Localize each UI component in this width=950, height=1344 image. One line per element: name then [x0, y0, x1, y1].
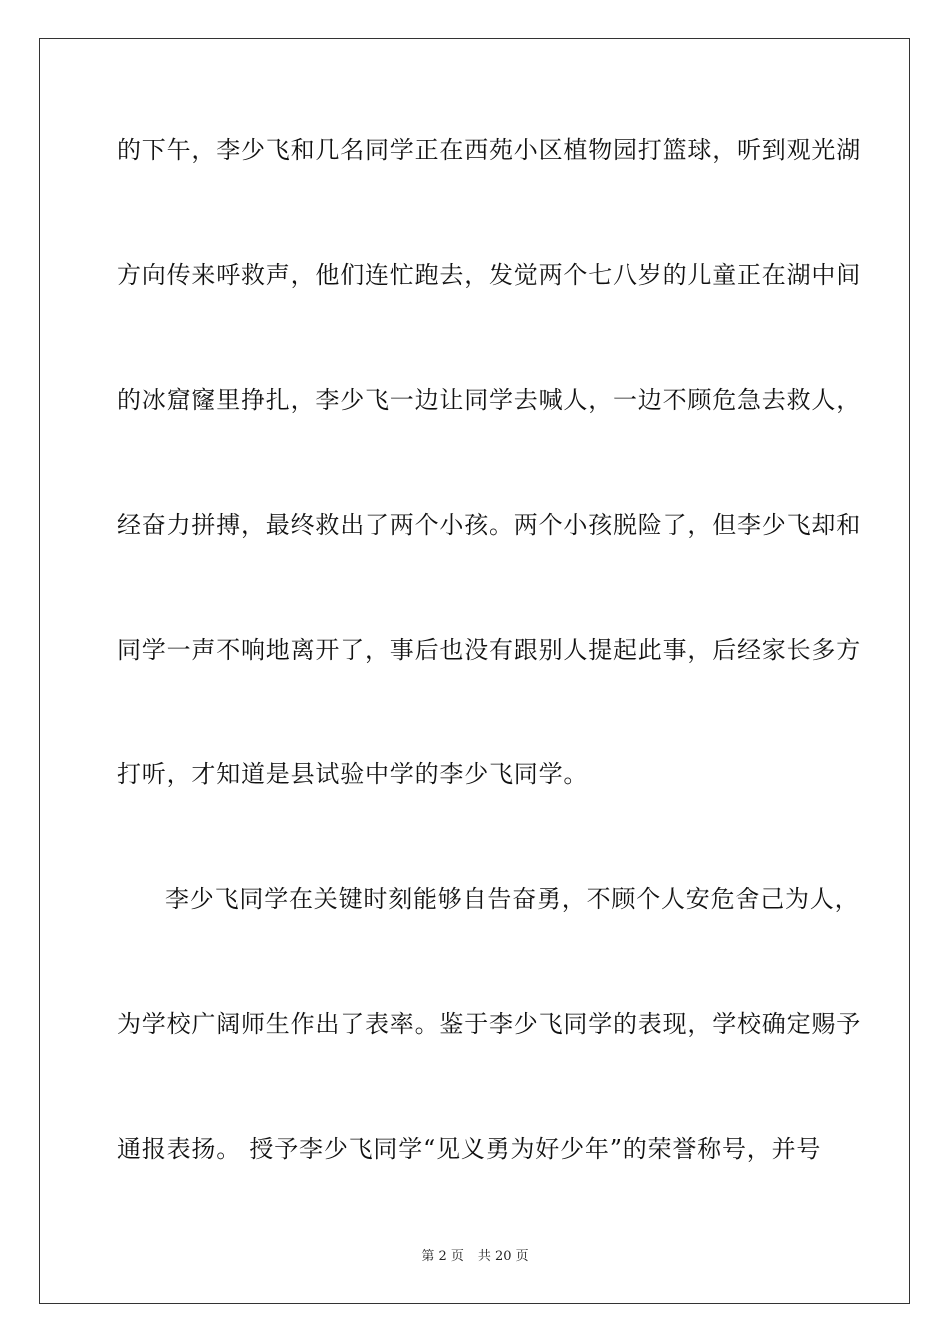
body-text-line-4: 经奋力拼搏，最终救出了两个小孩。两个小孩脱险了，但李少飞却和	[117, 511, 861, 539]
body-text-line-5: 同学一声不响地离开了，事后也没有跟别人提起此事，后经家长多方	[117, 636, 861, 664]
page-border	[39, 38, 910, 1304]
body-text-line-8: 为学校广阔师生作出了表率。鉴于李少飞同学的表现，学校确定赐予	[117, 1010, 861, 1038]
total-pages: 共 20 页	[477, 1249, 529, 1264]
body-text-line-9: 通报表扬。 授予李少飞同学“见义勇为好少年”的荣誉称号，并号	[117, 1135, 822, 1163]
body-text-line-1: 的下午，李少飞和几名同学正在西苑小区植物园打篮球，听到观光湖	[117, 136, 861, 164]
body-text-line-7: 李少飞同学在关键时刻能够自告奋勇，不顾个人安危舍己为人，	[165, 885, 860, 913]
body-text-line-2: 方向传来呼救声，他们连忙跑去，发觉两个七八岁的儿童正在湖中间	[117, 261, 861, 289]
body-text-line-3: 的冰窟窿里挣扎，李少飞一边让同学去喊人，一边不顾危急去救人，	[117, 386, 861, 414]
page-number: 第 2 页	[421, 1249, 464, 1264]
body-text-line-6: 打听，才知道是县试验中学的李少飞同学。	[117, 760, 589, 788]
page-footer	[0, 1248, 950, 1266]
